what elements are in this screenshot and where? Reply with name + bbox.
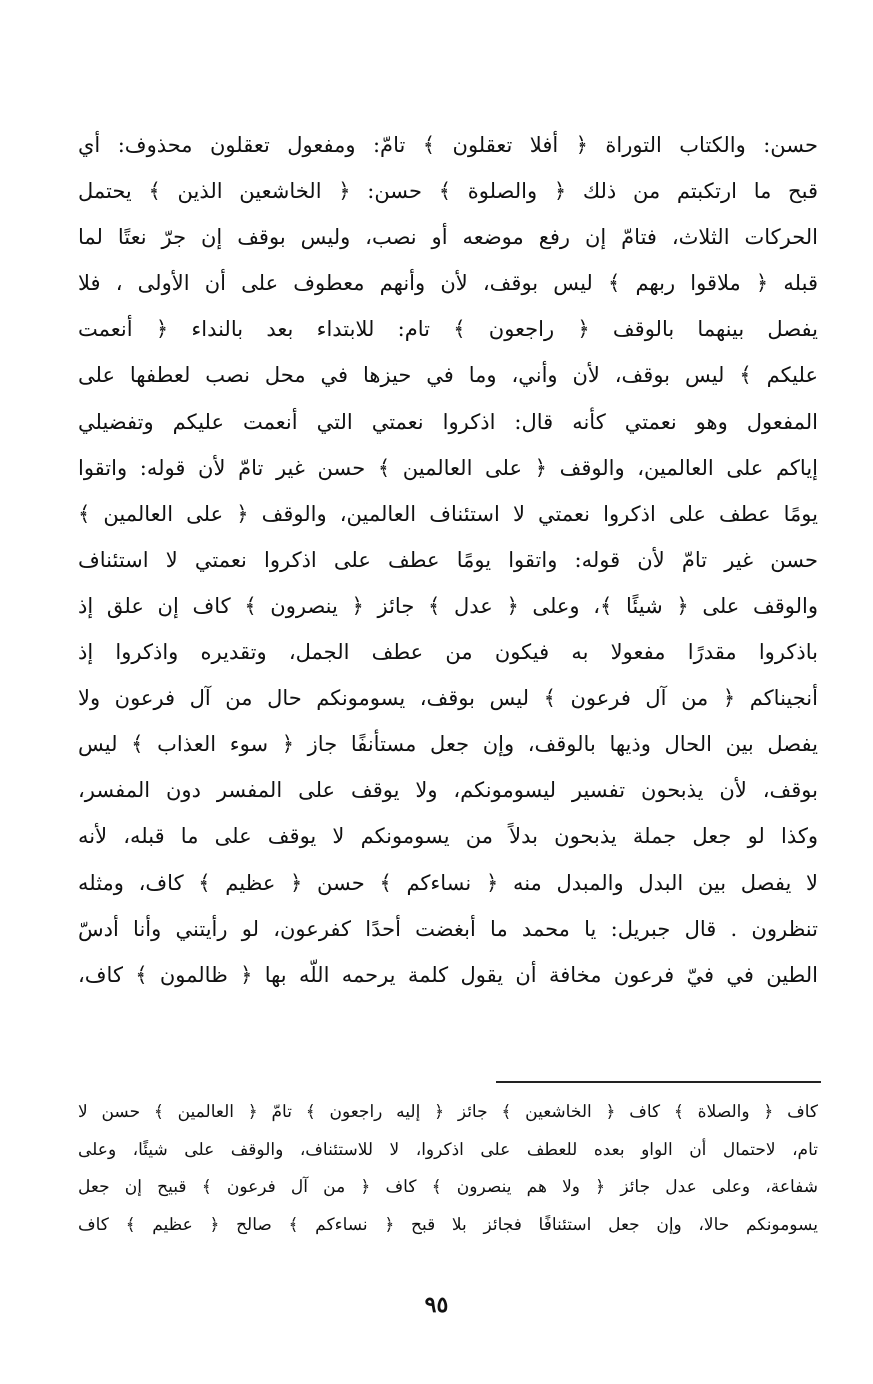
main-text-line: عليكم ﴾ ليس بوقف، لأن وأني، وما في حيزها في محل نصب لعطفها على — [78, 363, 818, 388]
main-text-line: إياكم على العالمين، والوقف ﴿ على العالمين ﴾ حسن غير تامّ لأن قوله: واتقوا — [78, 455, 818, 480]
main-text-line: باذكروا مقدرًا مفعولا به فيكون من عطف الجمل، وتقديره واذكروا إذ — [78, 640, 818, 665]
main-text-line: حسن: والكتاب التوراة ﴿ أفلا تعقلون ﴾ تامّ: ومفعول تعقلون محذوف: أي — [78, 133, 818, 157]
main-text-line: يومًا عطف على اذكروا نعمتي لا استئناف العالمين، والوقف ﴿ على العالمين ﴾ — [78, 501, 818, 526]
main-text-line: لا يفصل بين البدل والمبدل منه ﴿ نساءكم ﴾ حسن ﴿ عظيم ﴾ كاف، ومثله — [78, 870, 818, 895]
main-text-line: الحركات الثلاث، فتامّ إن رفع موضعه أو نصب، وليس بوقف إن جرّ نعتًا لما — [78, 225, 818, 250]
main-text-line: والوقف على ﴿ شيئًا ﴾، وعلى ﴿ عدل ﴾ جائز ﴿ ينصرون ﴾ كاف إن علق إذ — [78, 593, 818, 618]
footnote-line: شفاعة، وعلى عدل جائز ﴿ ولا هم ينصرون ﴾ كاف ﴿ من آل فرعون ﴾ قبيح إن جعل — [78, 1177, 818, 1197]
main-text-line: قبح ما ارتكبتم من ذلك ﴿ والصلوة ﴾ حسن: ﴿ الخاشعين الذين ﴾ يحتمل — [78, 179, 818, 204]
main-text-line: أنجيناكم ﴿ من آل فرعون ﴾ ليس بوقف، يسومونكم حال من آل فرعون ولا — [78, 686, 818, 711]
main-text-line: يفصل بين الحال وذيها بالوقف، وإن جعل مستأنفًا جاز ﴿ سوء العذاب ﴾ ليس — [78, 732, 818, 757]
main-text-line: وكذا لو جعل جملة يذبحون بدلاً من يسومونكم لا يوقف على ما قبله، لأنه — [78, 824, 818, 849]
main-text-block — [78, 122, 818, 998]
main-text-line: يفصل بينهما بالوقف ﴿ راجعون ﴾ تام: للابتداء بعد بالنداء ﴿ أنعمت — [78, 317, 818, 342]
main-text-line: المفعول وهو نعمتي كأنه قال: اذكروا نعمتي التي أنعمت عليكم وتفضيلي — [78, 409, 818, 434]
main-text-line: حسن غير تامّ لأن قوله: واتقوا يومًا عطف على اذكروا نعمتي لا استئناف — [78, 547, 818, 572]
main-text-line: تنظرون . قال جبريل: يا محمد ما أبغضت أحدًا كفرعون، لو رأيتني وأنا أدسّ — [78, 916, 818, 941]
footnote-separator — [496, 1081, 821, 1083]
main-text-line: قبله ﴿ ملاقوا ربهم ﴾ ليس بوقف، لأن وأنهم معطوف على أن الأولى ، فلا — [78, 271, 818, 296]
page-number: ٩٥ — [424, 1292, 449, 1318]
main-text-line: بوقف، لأن يذبحون تفسير ليسومونكم، ولا يوقف على المفسر دون المفسر، — [78, 778, 818, 803]
footnote-line: يسومونكم حالا، وإن جعل استئنافًا فجائز بلا قبح ﴿ نساءكم ﴾ صالح ﴿ عظيم ﴾ كاف — [78, 1214, 818, 1235]
footnotes-block — [78, 1094, 818, 1244]
footnote-line: تام، لاحتمال أن الواو بعده للعطف على اذكروا، لا للاستئناف، والوقف على شيئًا، وعلى — [78, 1139, 818, 1160]
main-text-line: الطين في فيّ فرعون مخافة أن يقول كلمة يرحمه اللّه بها ﴿ ظالمون ﴾ كاف، — [78, 962, 818, 987]
footnote-line: كاف ﴿ والصلاة ﴾ كاف ﴿ الخاشعين ﴾ جائز ﴿ إليه راجعون ﴾ تامّ ﴿ العالمين ﴾ حسن لا — [78, 1102, 818, 1122]
